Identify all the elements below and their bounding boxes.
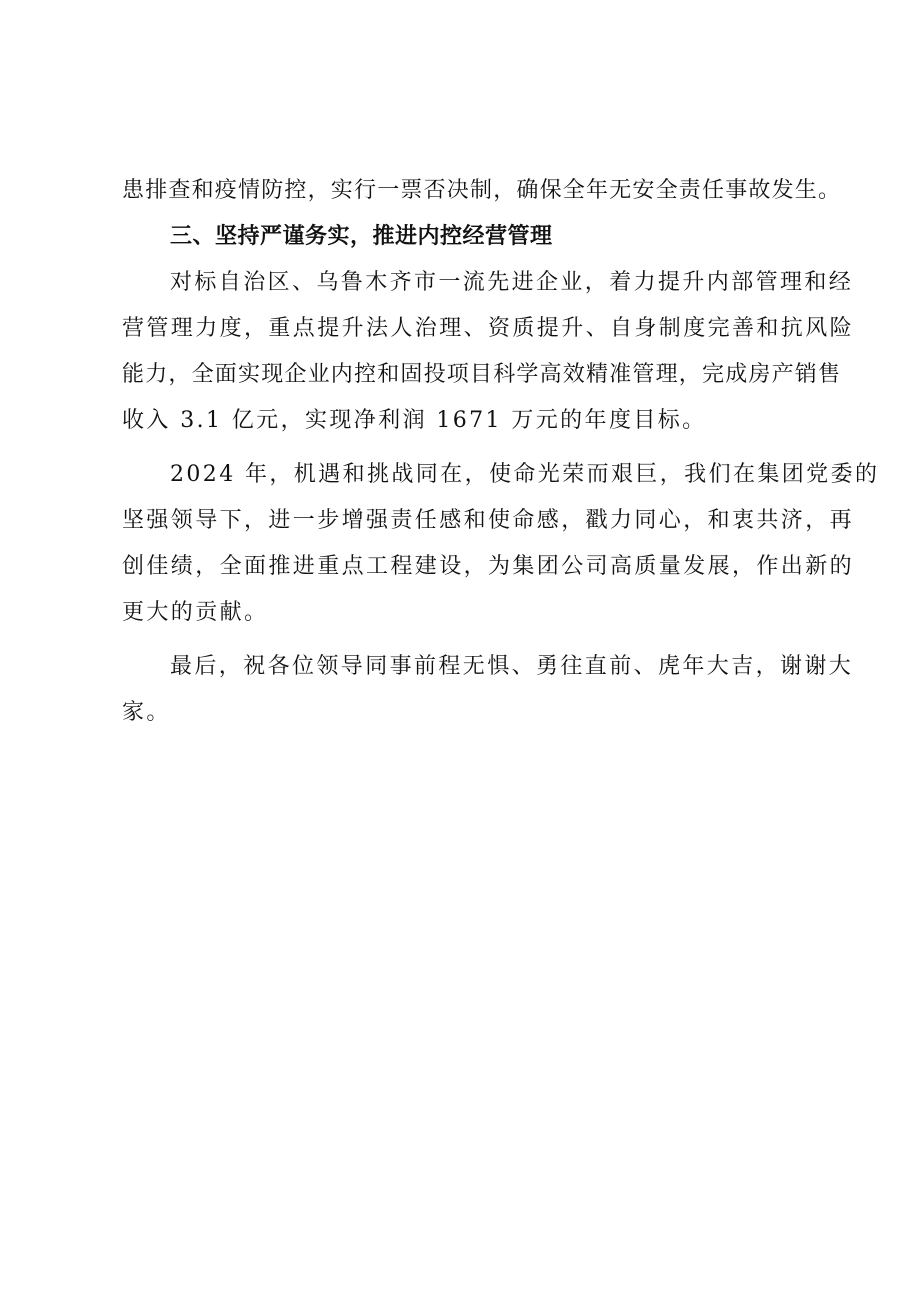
paragraph-line: 创佳绩，全面推进重点工程建设，为集团公司高质量发展，作出新的 (122, 554, 855, 579)
document-body (122, 168, 880, 736)
paragraph-line: 收入 3.1 亿元，实现净利润 1671 万元的年度目标。 (122, 408, 707, 433)
section-heading: 三、坚持严谨务实，推进内控经营管理 (170, 224, 553, 249)
paragraph-line: 患排查和疫情防控，实行一票否决制，确保全年无安全责任事故发生。 (122, 178, 842, 203)
paragraph-line: 营管理力度，重点提升法人治理、资质提升、自身制度完善和抗风险 (122, 316, 855, 341)
paragraph-line: 坚强领导下，进一步增强责任感和使命感，戳力同心，和衷共济，再 (122, 508, 855, 533)
paragraph-line: 最后，祝各位领导同事前程无惧、勇往直前、虎年大吉，谢谢大 (170, 654, 854, 679)
paragraph-line: 家。 (122, 700, 171, 725)
paragraph-line: 对标自治区、乌鲁木齐市一流先进企业，着力提升内部管理和经 (170, 270, 854, 295)
paragraph-line: 2024 年，机遇和挑战同在，使命光荣而艰巨，我们在集团党委的 (170, 462, 880, 487)
paragraph-line: 更大的贡献。 (122, 600, 269, 625)
paragraph-line: 能力，全面实现企业内控和固投项目科学高效精准管理，完成房产销售 (122, 362, 842, 387)
